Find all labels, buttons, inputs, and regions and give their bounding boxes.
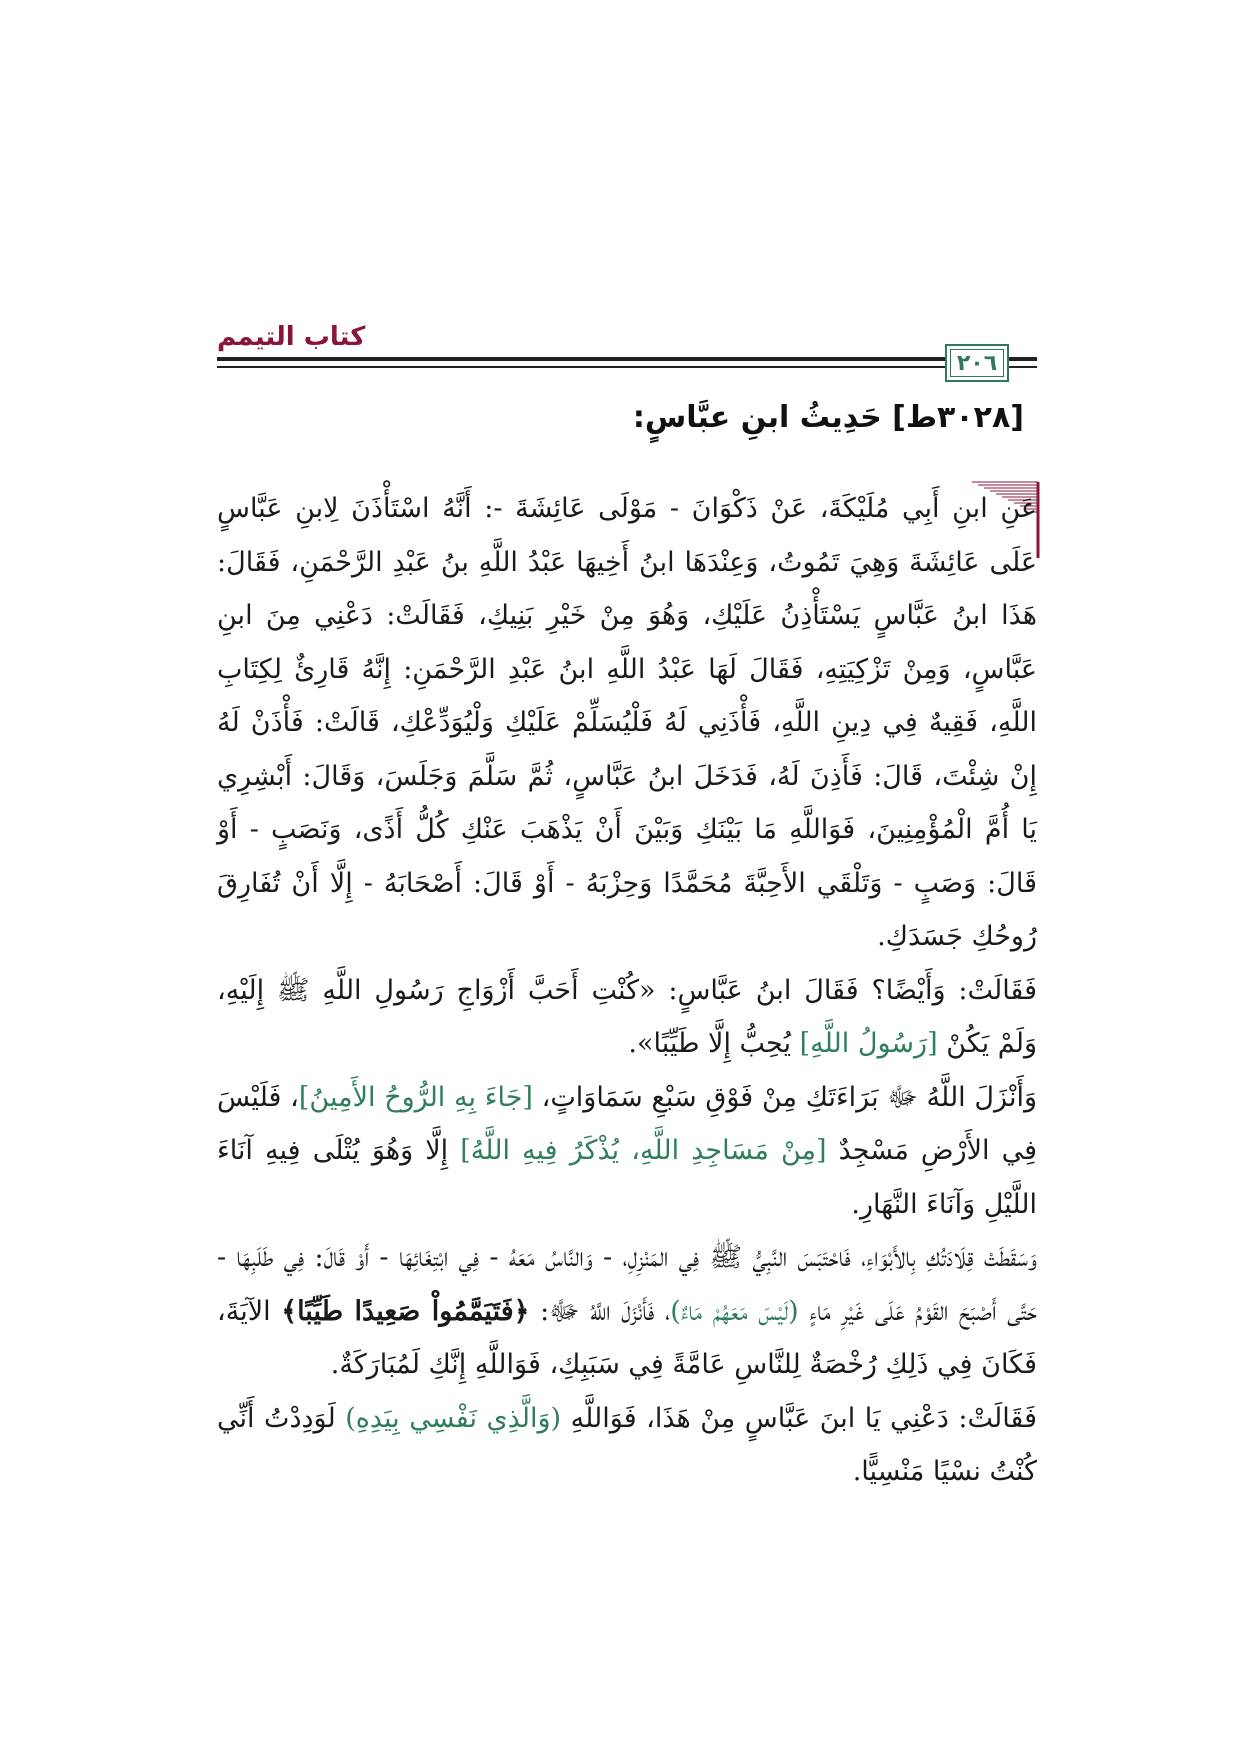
header-rule-thin-right: [1013, 366, 1037, 368]
hadith-body: [217, 482, 1037, 1499]
paragraph-4-text-a: وَسَقَطَتْ قِلَادَتُكِ بِالأَبْوَاءِ، فَاحْتَبَسَ النَّبِيُّ ﷺ فِي المَنْزِلِ، - وَالنَّاسُ مَعَهُ - فِي ابْتِغَائِهَا - أَوْ قَالَ: فِي طَلَبِهَا - حَتَّى أَصْبَحَ القَوْمُ عَلَى غَيْرِ مَاءٍ: [217, 1242, 1037, 1327]
paragraph-3-text-c: إِلَّا وَهُوَ يُتْلَى فِيهِ آنَاءَ اللَّيْلِ وَآنَاءَ النَّهَارِ.: [217, 1135, 1037, 1220]
hadith-code: [٣٠٢٨ط]: [892, 400, 1024, 435]
hadith-heading: [633, 400, 1024, 435]
quran-verse: ﴿فَتَيَمَّمُواْ صَعِيدًا طَيِّبًا﴾: [281, 1295, 530, 1327]
paragraph-2-text-a: فَقَالَتْ: وَأَيْضًا؟ فَقَالَ ابنُ عَبَّاسٍ: «كُنْتِ أَحَبَّ أَزْوَاجِ رَسُولِ اللَّهِ ﷺ إِلَيْهِ، وَلَمْ يَكُنْ: [217, 974, 1037, 1059]
paragraph-4-addition: (لَيْسَ مَعَهُمْ مَاءٌ): [670, 1295, 799, 1327]
paragraph-5: [217, 1392, 1037, 1499]
paragraph-4-text-c: الآيَةَ، فَكَانَ فِي ذَلِكِ رُخْصَةٌ لِلنَّاسِ عَامَّةً فِي سَبَبِكِ، فَوَاللَّهِ إِنَّكِ لَمُبَارَكَةٌ.: [217, 1295, 1037, 1380]
hadith-title: حَدِيثُ ابنِ عبَّاسٍ:: [632, 400, 882, 435]
page-number: ٢٠٦: [945, 344, 1009, 382]
paragraph-3-text-b: ، فَلَيْسَ فِي الأَرْضِ مَسْجِدٌ: [217, 1081, 1037, 1166]
paragraph-3-addition-2: [مِنْ مَسَاجِدِ اللَّهِ، يُذْكَرُ فِيهِ اللَّهُ]: [460, 1135, 827, 1166]
paragraph-3-text-a: وَأَنْزَلَ اللَّهُ ﷻ بَرَاءَتَكِ مِنْ فَوْقِ سَبْعِ سَمَاوَاتٍ،: [532, 1081, 1037, 1113]
paragraph-3-addition-1: [جَاءَ بِهِ الرُّوحُ الأَمِينُ]: [298, 1081, 533, 1113]
paragraph-2-addition: [رَسُولُ اللَّهِ]: [799, 1028, 938, 1059]
paragraph-4: [217, 1231, 1037, 1392]
paragraph-5-addition: (وَالَّذِي نَفْسِي بِيَدِهِ): [345, 1402, 562, 1434]
paragraph-2-text-b: يُحِبُّ إِلَّا طَيِّبًا».: [628, 1028, 800, 1059]
book-title: كتاب التيمم: [217, 322, 366, 352]
paragraph-3: [217, 1071, 1037, 1232]
paragraph-1: عَنِ ابنِ أَبِي مُلَيْكَةَ، عَنْ ذَكْوَانَ - مَوْلَى عَائِشَةَ -: أَنَّهُ اسْتَأْذَنَ لِابنِ عَبَّاسٍ عَلَى عَائِشَةَ وَهِيَ تَمُوتُ، وَعِنْدَهَا ابنُ أَخِيهَا عَبْدُ اللَّهِ بنُ عَبْدِ الرَّحْمَنِ، فَقَالَ: هَذَا ابنُ عَبَّاسٍ يَسْتَأْذِنُ عَلَيْكِ، وَهُوَ مِنْ خَيْرِ بَنِيكِ، فَقَالَتْ: دَعْنِي مِنَ ابنِ عَبَّاسٍ، وَمِنْ تَزْكِيَتِهِ، فَقَالَ لَهَا عَبْدُ اللَّهِ ابنُ عَبْدِ الرَّحْمَنِ: إِنَّهُ قَارِئٌ لِكِتَابِ اللَّهِ، فَقِيهٌ فِي دِينِ اللَّهِ، فَأْذَنِي لَهُ فَلْيُسَلِّمْ عَلَيْكِ وَلْيُوَدِّعْكِ، قَالَتْ: فَأْذَنْ لَهُ إِنْ شِئْتَ، قَالَ: فَأَذِنَ لَهُ، فَدَخَلَ ابنُ عَبَّاسٍ، ثُمَّ سَلَّمَ وَجَلَسَ، وَقَالَ: أَبْشِرِي يَا أُمَّ الْمُؤْمِنِينَ، فَوَاللَّهِ مَا بَيْنَكِ وَبَيْنَ أَنْ يَذْهَبَ عَنْكِ كُلُّ أَذًى، وَنَصَبٍ - أَوْ قَالَ: وَصَبٍ - وَتَلْقَي الأَحِبَّةَ مُحَمَّدًا وَحِزْبَهُ - أَوْ قَالَ: أَصْحَابَهُ - إِلَّا أَنْ تُفَارِقَ رُوحُكِ جَسَدَكِ.: [217, 493, 1037, 952]
paragraph-2: [217, 964, 1037, 1071]
paragraph-4-text-b: ، فَأَنْزَلَ اللَّهُ ﷻ:: [529, 1295, 671, 1327]
paragraph-5-text-a: فَقَالَتْ: دَعْنِي يَا ابنَ عَبَّاسٍ مِنْ هَذَا، فَوَاللَّهِ: [561, 1402, 1037, 1434]
header-rule-thick: [217, 357, 1013, 361]
header-rule-thick-right: [1013, 357, 1037, 361]
header-rule-thin: [217, 366, 1013, 368]
paragraph-5-text-b: لَوَدِدْتُ أَنِّي كُنْتُ نسْيًا مَنْسِيًّا.: [217, 1402, 1037, 1487]
